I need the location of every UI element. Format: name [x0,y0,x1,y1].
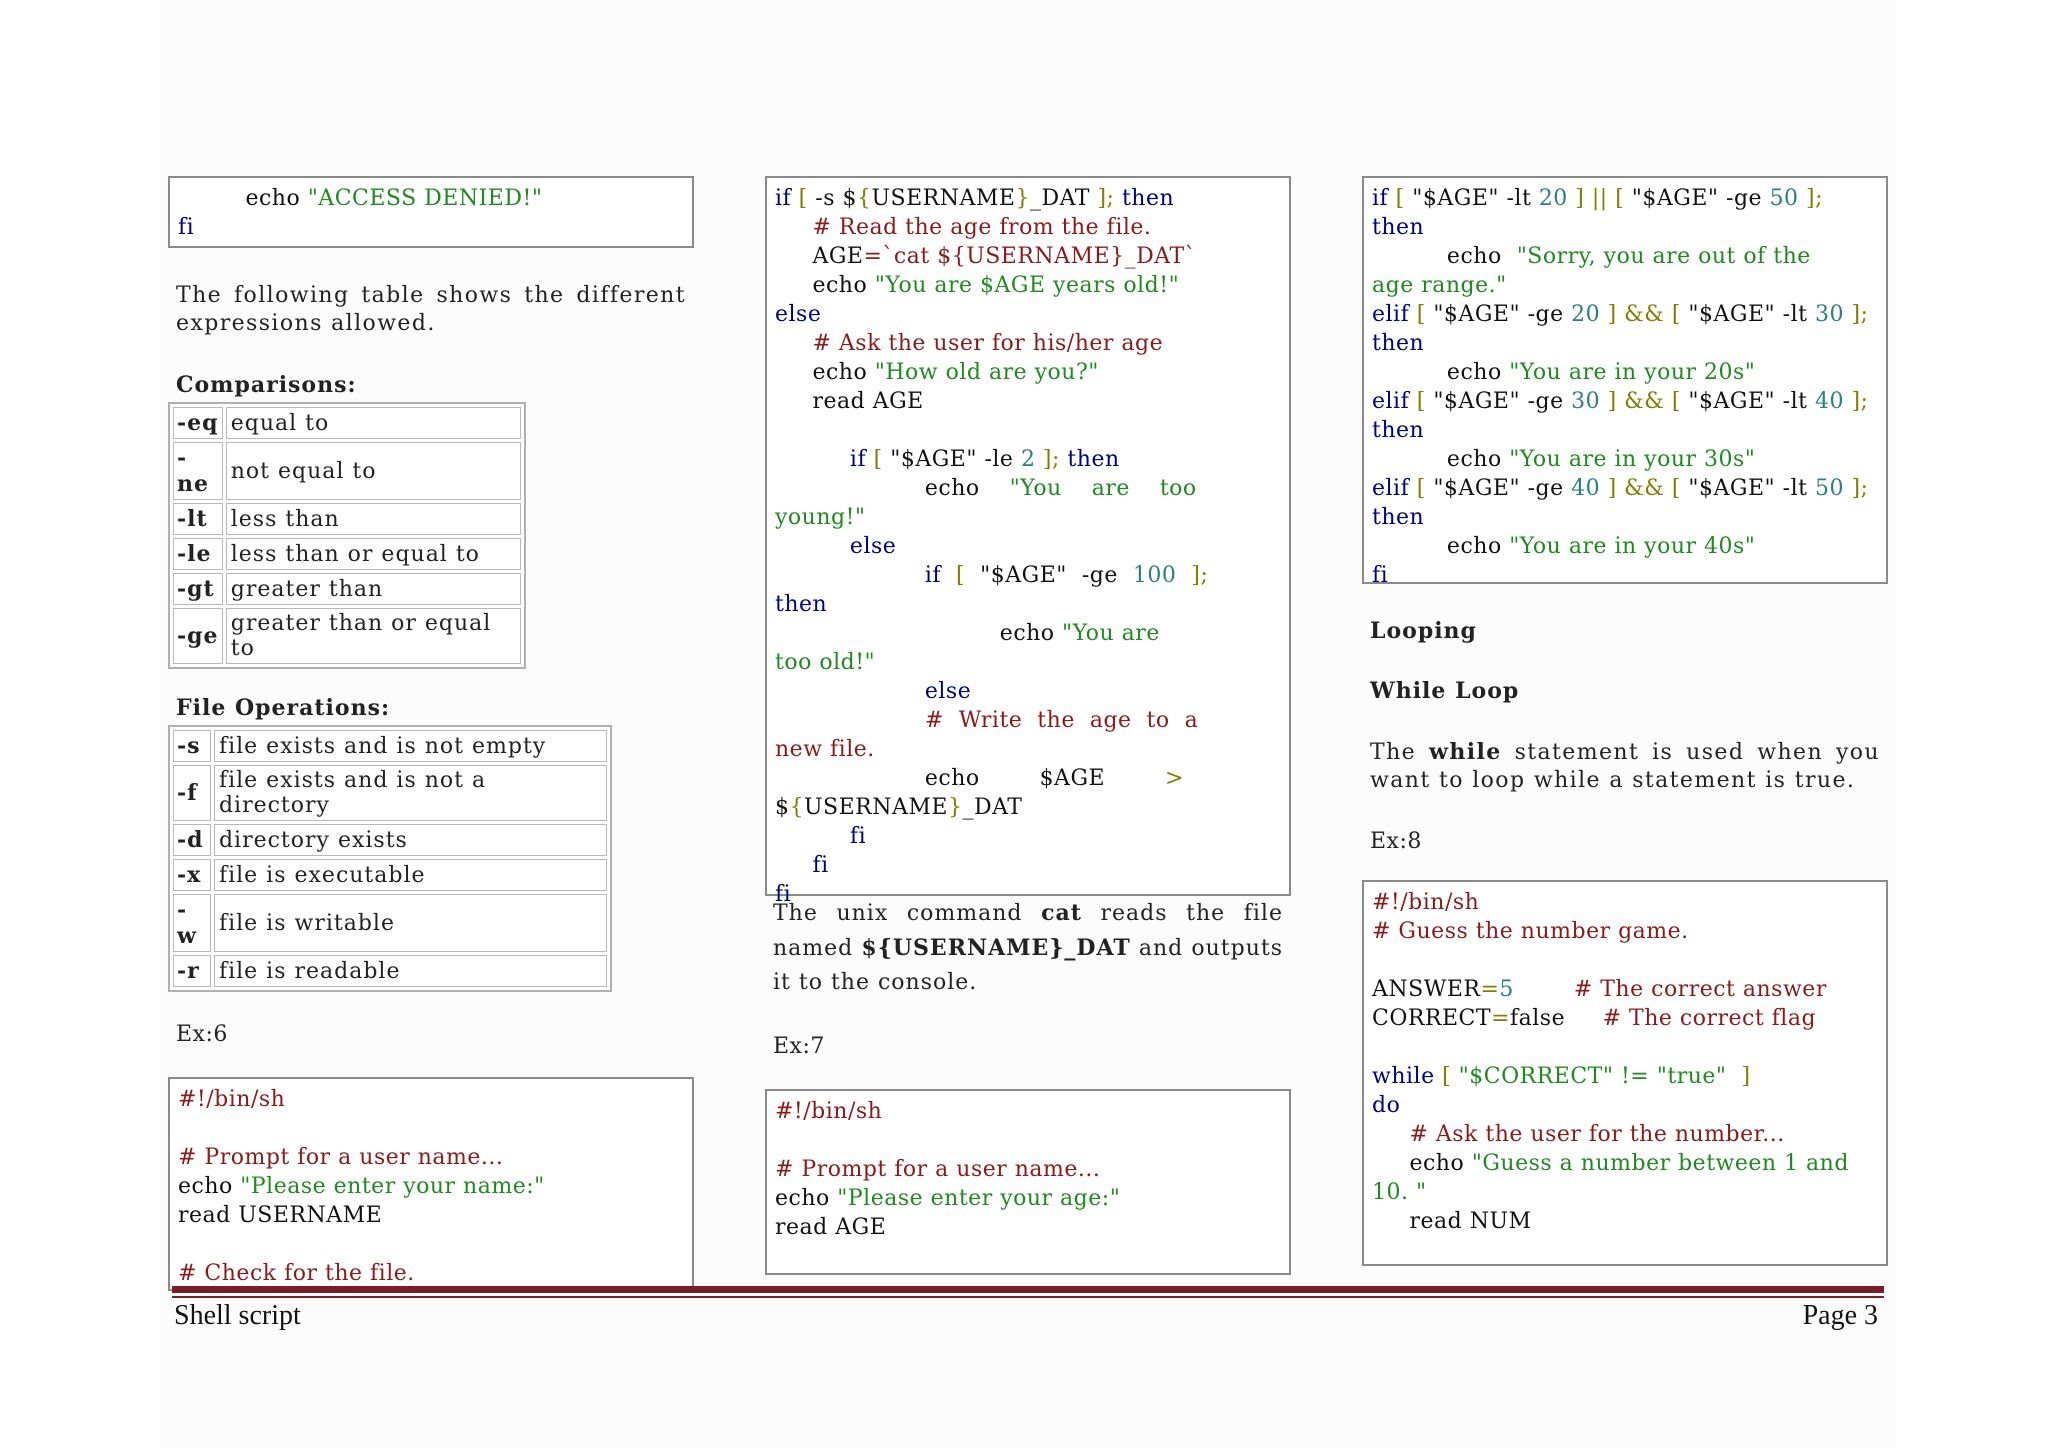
code-token: [ [798,186,808,211]
code-token: "You are in your 30s" [1509,447,1756,472]
code-token: read AGE [775,1215,887,1240]
code-token: ]; [1843,476,1869,501]
code-line [775,242,1281,271]
operator-cell: -d [173,824,211,856]
code-token: # Write the age to a [775,708,1199,733]
table-row [173,503,521,535]
cat-note-mid: reads the file named [773,901,1283,961]
code-token: then [1372,418,1425,443]
code-token: fi [775,824,867,849]
code-token: fi [775,882,792,907]
code-token: do [1372,1093,1401,1118]
code-token: too old!" [775,650,876,675]
code-line [775,329,1281,358]
code-line [1372,416,1878,445]
description-cell: file exists and is not empty [214,730,607,762]
code-token: "$AGE" -lt [1688,302,1815,327]
code-token: USERNAME [804,795,948,820]
code-token: AGE [775,244,864,269]
code-line [775,1097,1281,1126]
code-token: ]; [1035,447,1060,472]
code-token: echo [775,476,1010,501]
description-cell: file is writable [214,894,607,952]
code-token: if [775,186,799,211]
code-line [775,590,1281,619]
code-token: ]; [1843,389,1869,414]
code-token: 10. " [1372,1180,1427,1205]
code-token: [ [1442,1064,1459,1089]
code-token: then [1372,505,1425,530]
code-token: # The correct answer [1513,977,1827,1002]
code-token: 20 [1538,186,1568,211]
operator-cell: -lt [173,503,223,535]
operator-cell: -f [173,765,211,821]
code-token: #!/bin/sh [178,1087,286,1112]
code-token: echo [775,1186,838,1211]
operator-cell: -r [173,955,211,987]
code-line [178,1085,684,1114]
code-line [1372,300,1878,329]
operator-cell: -ge [173,608,223,664]
code-token: then [1372,215,1425,240]
while-desc-post: statement is used when you want to loop while a statement is true. [1370,740,1880,793]
code-box-age-range [1362,176,1888,588]
code-token: "$AGE" -lt [1688,476,1815,501]
code-line [1372,1033,1878,1062]
code-token: fi [775,853,829,878]
code-token: "Please enter your age:" [837,1186,1121,1211]
code-token: echo [178,1174,241,1199]
table-row [173,442,521,500]
code-line [775,213,1281,242]
code-token: "$AGE" -ge [1433,476,1572,501]
code-token: #!/bin/sh [775,1099,883,1124]
code-line [775,677,1281,706]
code-box-prompt-name [168,1077,694,1291]
code-box-guess-game [1362,880,1888,1266]
code-token: # Ask the user for his/her age [775,331,1164,356]
code-token: ] && [ [1600,476,1689,501]
description-cell: not equal to [226,442,521,500]
code-token: "You are $AGE years old!" [874,273,1180,298]
code-token: "$AGE" -ge [980,563,1133,588]
code-token: ]; [1097,186,1115,211]
table-row [173,608,521,664]
code-token: echo [775,621,1063,646]
code-token: echo [178,186,308,211]
code-token: [ [1416,389,1434,414]
code-token: elif [1372,476,1417,501]
code-line [1372,1120,1878,1149]
code-line [1372,1207,1878,1236]
code-token: [ [873,447,883,472]
code-token: echo $AGE [775,766,1166,791]
code-line [1372,271,1878,300]
code-token: ] [1726,1064,1751,1089]
code-token: fi [178,215,195,240]
code-token: if [1372,186,1396,211]
code-line [775,387,1281,416]
code-token: -s $ [807,186,857,211]
code-line [1372,329,1878,358]
while-loop-heading: While Loop [1370,678,1520,704]
code-token: echo [1372,534,1510,559]
code-token: [ [1416,302,1434,327]
code-token: USERNAME [871,186,1016,211]
table-row [173,859,607,891]
code-line [775,561,1281,590]
footer-rule-thick [172,1286,1884,1293]
code-token: then [1059,447,1120,472]
code-line [775,880,1281,909]
code-token: "Guess a number between 1 and [1471,1151,1849,1176]
code-token: [ [948,563,981,588]
description-cell: equal to [226,407,521,439]
table-row [173,955,607,987]
table-row [173,407,521,439]
code-box-age-check [765,176,1291,907]
code-line [1372,946,1878,975]
operator-cell: -w [173,894,211,952]
table-intro-text: The following table shows the different expressions allowed. [176,283,686,336]
code-line [178,213,684,242]
code-token: read NUM [1372,1209,1532,1234]
code-line [775,619,1281,648]
operator-cell: -le [173,538,223,570]
code-token: "$CORRECT" != "true" [1458,1064,1727,1089]
code-token: 30 [1571,389,1601,414]
code-line [178,1259,684,1288]
code-token: ANSWER [1372,977,1481,1002]
code-token: # Prompt for a user name... [178,1145,504,1170]
code-line [775,1155,1281,1184]
code-token: # Ask the user for the number... [1372,1122,1785,1147]
code-token: # Guess the number game. [1372,919,1689,944]
code-token: "$AGE" -ge [1433,389,1572,414]
code-token: elif [1372,302,1417,327]
example-label: Ex:7 [773,1034,825,1059]
while-keyword: while [1429,739,1502,765]
description-cell: greater than or equal to [226,608,521,664]
file-operations-heading: File Operations: [176,695,391,721]
code-token: ] || [ [1567,186,1632,211]
code-line [1372,387,1878,416]
code-token: echo [1372,1151,1472,1176]
cat-note-post: and outputs it to the console. [773,936,1283,995]
table-row [173,824,607,856]
code-line [775,1126,1281,1155]
code-token: } [947,795,963,820]
code-token: read USERNAME [178,1203,383,1228]
code-token: "You are too [1009,476,1197,501]
code-token: 5 [1499,977,1514,1002]
code-line [178,1143,684,1172]
code-line [1372,561,1878,590]
cat-note-pre: The unix command [773,901,1042,926]
code-token: age range." [1372,273,1507,298]
code-token: else [775,534,897,559]
code-line [1372,917,1878,946]
code-token: 50 [1814,476,1844,501]
code-line [1372,888,1878,917]
code-line [178,1172,684,1201]
column-left [168,176,694,1291]
code-token: elif [1372,389,1417,414]
code-line [775,532,1281,561]
operator-cell: -ne [173,442,223,500]
code-token: "$AGE" -ge [1631,186,1770,211]
code-line [775,1184,1281,1213]
table-row [173,730,607,762]
description-cell: less than [226,503,521,535]
cat-note-text [765,896,1283,1000]
operator-cell: -gt [173,573,223,605]
code-token: young!" [775,505,866,530]
code-token: [ [1416,476,1434,501]
code-line [775,271,1281,300]
code-token: ] && [ [1600,302,1689,327]
code-line [775,764,1281,793]
code-token: # Check for the file. [178,1261,415,1286]
code-token: $ [775,795,790,820]
code-token: "You are [1062,621,1160,646]
code-token: "$AGE" -lt [1412,186,1539,211]
table-row [173,573,521,605]
code-token: 100 [1132,563,1177,588]
code-token: _DAT [1029,186,1098,211]
code-token: > [1165,766,1184,791]
code-token: "$AGE" -le [882,447,1021,472]
column-middle [765,176,1291,1275]
code-line [775,706,1281,735]
code-token: else [775,679,972,704]
code-token: then [1114,186,1175,211]
code-token: echo [775,273,875,298]
table-row [173,538,521,570]
code-line [775,1213,1281,1242]
code-line [1372,358,1878,387]
description-cell: directory exists [214,824,607,856]
code-token: = [1480,977,1500,1002]
code-token: ] && [ [1600,389,1689,414]
code-line [775,735,1281,764]
description-cell: file is readable [214,955,607,987]
description-cell: less than or equal to [226,538,521,570]
code-line [1372,445,1878,474]
code-line [775,184,1281,213]
comparisons-heading: Comparisons: [176,372,357,398]
operator-cell: -eq [173,407,223,439]
code-line [1372,1004,1878,1033]
code-line [775,358,1281,387]
comparisons-table [168,402,526,669]
code-token: "$AGE" -ge [1433,302,1572,327]
code-line [1372,1091,1878,1120]
code-token: "You are in your 20s" [1509,360,1756,385]
code-token: # Prompt for a user name... [775,1157,1101,1182]
code-token: 2 [1020,447,1036,472]
while-description [1362,738,1880,795]
code-token: if [775,563,949,588]
description-cell: file exists and is not a directory [214,765,607,821]
code-token: while [1372,1064,1443,1089]
code-line [1372,1178,1878,1207]
description-cell: greater than [226,573,521,605]
code-token: then [775,592,828,617]
code-line [775,793,1281,822]
code-token: read AGE [775,389,924,414]
code-token: "How old are you?" [874,360,1099,385]
code-token: "You are in your 40s" [1509,534,1756,559]
code-line [775,648,1281,677]
code-token: CORRECT [1372,1006,1492,1031]
code-line [1372,1149,1878,1178]
code-token: echo [1372,360,1510,385]
code-token: _DAT [962,795,1023,820]
looping-heading: Looping [1370,618,1477,644]
operator-cell: -x [173,859,211,891]
code-line [1372,1062,1878,1091]
code-token: = [1491,1006,1511,1031]
code-token: 40 [1814,389,1844,414]
code-box-access-denied [168,176,694,248]
code-token: 20 [1571,302,1601,327]
code-token: if [775,447,874,472]
code-token: 30 [1814,302,1844,327]
code-token: false [1510,1006,1603,1031]
code-line [1372,213,1878,242]
code-line [178,1201,684,1230]
code-token: 40 [1571,476,1601,501]
code-token: "$AGE" -lt [1688,389,1815,414]
code-line [775,822,1281,851]
table-row [173,765,607,821]
code-line [775,503,1281,532]
code-token: [ [1395,186,1413,211]
file-operations-table [168,725,612,992]
code-token: 50 [1769,186,1799,211]
footer-page-number: Page 3 [1802,1300,1878,1331]
code-line [178,184,684,213]
code-line [1372,503,1878,532]
code-token: echo [1372,447,1510,472]
example-label: Ex:8 [1370,829,1422,854]
code-token: "Please enter your name:" [240,1174,545,1199]
code-token: else [775,302,822,327]
code-line [1372,975,1878,1004]
code-line [1372,184,1878,213]
code-token: "ACCESS DENIED!" [307,186,543,211]
column-right [1362,176,1888,1266]
code-token: echo [775,360,875,385]
code-box-prompt-age [765,1089,1291,1275]
footer-rule-thin [172,1296,1884,1298]
footer-title: Shell script [174,1300,301,1331]
code-token: echo [1372,244,1517,269]
code-line [1372,532,1878,561]
code-token: #!/bin/sh [1372,890,1480,915]
code-token: ]; [1176,563,1209,588]
code-token: then [1372,331,1425,356]
code-token: # Read the age from the file. [775,215,1152,240]
code-line [775,416,1281,445]
code-token: ]; [1798,186,1824,211]
table-row [173,894,607,952]
cat-note-cmd: cat [1041,900,1082,926]
code-line [775,851,1281,880]
code-token: { [789,795,804,820]
code-line [775,300,1281,329]
code-token: { [856,186,872,211]
code-line [178,1114,684,1143]
code-line [1372,474,1878,503]
operator-cell: -s [173,730,211,762]
code-token: ]; [1843,302,1869,327]
code-line [775,474,1281,503]
cat-note-file: ${USERNAME}_DAT [861,935,1131,961]
code-token: fi [1372,563,1389,588]
description-cell: file is executable [214,859,607,891]
example-label: Ex:6 [176,1022,228,1047]
code-line [1372,242,1878,271]
while-desc-pre: The [1370,740,1429,765]
code-line [775,445,1281,474]
code-token: "Sorry, you are out of the [1516,244,1811,269]
code-token: =`cat ${USERNAME}_DAT` [863,244,1197,269]
code-line [178,1230,684,1259]
code-token: } [1015,186,1030,211]
code-token: new file. [775,737,875,762]
code-token: # The correct flag [1602,1006,1817,1031]
